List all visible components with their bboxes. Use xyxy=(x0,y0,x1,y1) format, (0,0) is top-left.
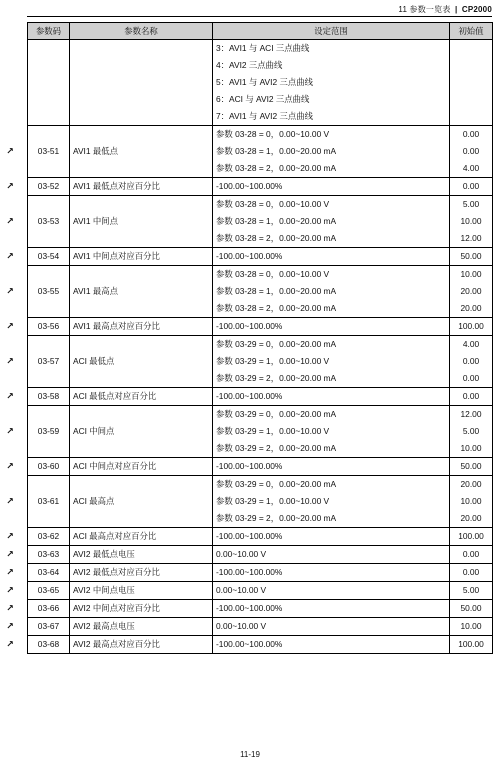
init-line: 5.00 xyxy=(462,426,480,436)
param-code: 03-59 xyxy=(28,406,70,458)
param-code: 03-53 xyxy=(28,196,70,248)
param-name: ACI 最低点对应百分比 xyxy=(70,388,213,406)
init-line: 5.00 xyxy=(462,199,480,209)
param-default xyxy=(450,196,493,248)
param-default xyxy=(450,618,493,636)
modifiable-mark-icon: ↗ xyxy=(6,584,14,595)
range-line: 3：AVI1 与 ACI 三点曲线 xyxy=(216,43,310,53)
range-line: 参数 03-28 = 0，0.00~10.00 V xyxy=(216,129,330,139)
modifiable-mark-icon: ↗ xyxy=(6,250,14,261)
param-name: AVI1 最高点对应百分比 xyxy=(70,318,213,336)
init-line: 0.00 xyxy=(462,146,480,156)
param-default xyxy=(450,406,493,458)
param-default xyxy=(450,266,493,318)
param-code: 03-63 xyxy=(28,546,70,564)
param-name: AVI2 最高点对应百分比 xyxy=(70,636,213,654)
table-row xyxy=(28,564,493,582)
column-header-code: 参数码 xyxy=(28,23,70,40)
range-line: -100.00~100.00% xyxy=(216,603,283,613)
modifiable-mark-icon: ↗ xyxy=(6,180,14,191)
param-default xyxy=(450,336,493,388)
param-code: 03-61 xyxy=(28,476,70,528)
section-title: 11 参数一览表 xyxy=(398,5,451,14)
param-default xyxy=(450,318,493,336)
param-range xyxy=(213,248,450,266)
init-line: 0.00 xyxy=(462,567,480,577)
modifiable-mark-icon: ↗ xyxy=(6,620,14,631)
param-range xyxy=(213,388,450,406)
init-line: 10.00 xyxy=(460,496,482,506)
param-code: 03-52 xyxy=(28,178,70,196)
init-line: 0.00 xyxy=(462,391,480,401)
init-line: 4.00 xyxy=(462,339,480,349)
range-line: 参数 03-28 = 1，0.00~20.00 mA xyxy=(216,146,337,156)
param-code: 03-58 xyxy=(28,388,70,406)
table-row xyxy=(28,546,493,564)
param-name: AVI1 中间点 xyxy=(70,196,213,248)
param-range xyxy=(213,458,450,476)
param-default xyxy=(450,528,493,546)
param-range xyxy=(213,528,450,546)
range-line: 6：ACI 与 AVI2 三点曲线 xyxy=(216,94,310,104)
param-default xyxy=(450,582,493,600)
param-name: ACI 最低点 xyxy=(70,336,213,388)
table-row xyxy=(28,178,493,196)
table-row xyxy=(28,266,493,318)
param-range xyxy=(213,196,450,248)
table-row xyxy=(28,528,493,546)
modifiable-mark-icon: ↗ xyxy=(6,638,14,649)
table-row xyxy=(28,618,493,636)
param-default xyxy=(450,178,493,196)
param-name: AVI2 中间点对应百分比 xyxy=(70,600,213,618)
param-range xyxy=(213,178,450,196)
param-default xyxy=(450,546,493,564)
page-header xyxy=(398,4,492,15)
range-line: -100.00~100.00% xyxy=(216,461,283,471)
range-line: -100.00~100.00% xyxy=(216,639,283,649)
range-line: 参数 03-28 = 1，0.00~20.00 mA xyxy=(216,286,337,296)
table-row xyxy=(28,318,493,336)
param-name: AVI1 中间点对应百分比 xyxy=(70,248,213,266)
init-line: 5.00 xyxy=(462,585,480,595)
init-line: 100.00 xyxy=(458,531,484,541)
init-line: 20.00 xyxy=(460,513,482,523)
param-name: AVI2 最高点电压 xyxy=(70,618,213,636)
param-code: 03-57 xyxy=(28,336,70,388)
header-rule xyxy=(27,16,492,17)
param-default xyxy=(450,636,493,654)
param-default xyxy=(450,564,493,582)
init-line: 0.00 xyxy=(462,129,480,139)
brand-label: CP2000 xyxy=(461,5,492,14)
param-code: 03-62 xyxy=(28,528,70,546)
param-name: AVI2 中间点电压 xyxy=(70,582,213,600)
range-line: -100.00~100.00% xyxy=(216,567,283,577)
continuation-name-cell xyxy=(70,40,213,126)
init-line: 20.00 xyxy=(460,286,482,296)
range-line: 参数 03-29 = 0，0.00~20.00 mA xyxy=(216,409,337,419)
column-header-range: 设定范围 xyxy=(213,23,450,40)
table-row xyxy=(28,600,493,618)
table-body xyxy=(28,40,493,654)
modifiable-mark-icon: ↗ xyxy=(6,320,14,331)
param-default xyxy=(450,600,493,618)
range-line: 参数 03-28 = 0，0.00~10.00 V xyxy=(216,269,330,279)
table-row xyxy=(28,336,493,388)
init-line: 10.00 xyxy=(460,621,482,631)
param-code: 03-54 xyxy=(28,248,70,266)
table-row xyxy=(28,126,493,178)
range-line: 参数 03-28 = 2，0.00~20.00 mA xyxy=(216,233,337,243)
param-range xyxy=(213,126,450,178)
param-name: AVI1 最低点 xyxy=(70,126,213,178)
param-code: 03-51 xyxy=(28,126,70,178)
param-default xyxy=(450,476,493,528)
param-code: 03-65 xyxy=(28,582,70,600)
table-row xyxy=(28,248,493,266)
table-header-row xyxy=(28,23,493,40)
init-line: 50.00 xyxy=(460,603,482,613)
modifiable-mark-icon: ↗ xyxy=(6,530,14,541)
param-range xyxy=(213,476,450,528)
param-code: 03-60 xyxy=(28,458,70,476)
continuation-code-cell xyxy=(28,40,70,126)
param-range xyxy=(213,564,450,582)
range-line: 参数 03-28 = 2，0.00~20.00 mA xyxy=(216,303,337,313)
range-line: 参数 03-28 = 0，0.00~10.00 V xyxy=(216,199,330,209)
param-name: AVI2 最低点对应百分比 xyxy=(70,564,213,582)
param-code: 03-64 xyxy=(28,564,70,582)
column-header-init: 初始值 xyxy=(450,23,493,40)
range-line: 4：AVI2 三点曲线 xyxy=(216,60,283,70)
param-range xyxy=(213,318,450,336)
init-line: 20.00 xyxy=(460,479,482,489)
modifiable-mark-icon: ↗ xyxy=(6,145,14,156)
init-line: 10.00 xyxy=(460,216,482,226)
table-row xyxy=(28,476,493,528)
range-line: 5：AVI1 与 AVI2 三点曲线 xyxy=(216,77,313,87)
range-line: 参数 03-29 = 1，0.00~10.00 V xyxy=(216,496,330,506)
modifiable-mark-icon: ↗ xyxy=(6,425,14,436)
range-line: 参数 03-28 = 2，0.00~20.00 mA xyxy=(216,163,337,173)
table-row xyxy=(28,636,493,654)
init-line: 20.00 xyxy=(460,303,482,313)
param-code: 03-56 xyxy=(28,318,70,336)
init-line: 50.00 xyxy=(460,251,482,261)
continuation-range-cell xyxy=(213,40,450,126)
table-row xyxy=(28,458,493,476)
modifiable-mark-icon: ↗ xyxy=(6,566,14,577)
table-row xyxy=(28,196,493,248)
param-range xyxy=(213,636,450,654)
range-line: 参数 03-29 = 0，0.00~20.00 mA xyxy=(216,339,337,349)
range-line: -100.00~100.00% xyxy=(216,531,283,541)
param-default xyxy=(450,458,493,476)
param-name: AVI1 最低点对应百分比 xyxy=(70,178,213,196)
param-name: AVI1 最高点 xyxy=(70,266,213,318)
param-range xyxy=(213,336,450,388)
param-name: ACI 中间点 xyxy=(70,406,213,458)
range-line: 参数 03-29 = 1，0.00~10.00 V xyxy=(216,426,330,436)
column-header-name: 参数名称 xyxy=(70,23,213,40)
init-line: 10.00 xyxy=(460,269,482,279)
modifiable-mark-icon: ↗ xyxy=(6,495,14,506)
range-line: 参数 03-29 = 2，0.00~20.00 mA xyxy=(216,443,337,453)
range-line: -100.00~100.00% xyxy=(216,251,283,261)
page-number: 11-19 xyxy=(240,750,260,759)
range-line: 0.00~10.00 V xyxy=(216,549,267,559)
param-range xyxy=(213,618,450,636)
param-code: 03-68 xyxy=(28,636,70,654)
param-default xyxy=(450,126,493,178)
init-line: 0.00 xyxy=(462,181,480,191)
init-line: 0.00 xyxy=(462,549,480,559)
header-separator: | xyxy=(454,5,458,14)
table-row xyxy=(28,388,493,406)
modifiable-mark-icon: ↗ xyxy=(6,215,14,226)
range-line: 参数 03-28 = 1，0.00~20.00 mA xyxy=(216,216,337,226)
modifiable-mark-icon: ↗ xyxy=(6,548,14,559)
init-line: 50.00 xyxy=(460,461,482,471)
param-range xyxy=(213,546,450,564)
param-name: AVI2 最低点电压 xyxy=(70,546,213,564)
range-line: -100.00~100.00% xyxy=(216,321,283,331)
param-default xyxy=(450,388,493,406)
param-range xyxy=(213,582,450,600)
param-default xyxy=(450,248,493,266)
modifiable-mark-icon: ↗ xyxy=(6,285,14,296)
init-line: 12.00 xyxy=(460,233,482,243)
table-row xyxy=(28,582,493,600)
range-line: 参数 03-29 = 2，0.00~20.00 mA xyxy=(216,513,337,523)
table-row xyxy=(28,406,493,458)
range-line: 参数 03-29 = 2，0.00~20.00 mA xyxy=(216,373,337,383)
range-line: -100.00~100.00% xyxy=(216,391,283,401)
range-line: 参数 03-29 = 1，0.00~10.00 V xyxy=(216,356,330,366)
range-line: 7：AVI1 与 AVI2 三点曲线 xyxy=(216,111,313,121)
param-code: 03-55 xyxy=(28,266,70,318)
init-line: 100.00 xyxy=(458,321,484,331)
param-code: 03-67 xyxy=(28,618,70,636)
param-range xyxy=(213,600,450,618)
modifiable-mark-icon: ↗ xyxy=(6,390,14,401)
init-line: 10.00 xyxy=(460,443,482,453)
range-line: 0.00~10.00 V xyxy=(216,585,267,595)
param-range xyxy=(213,406,450,458)
continuation-row xyxy=(28,40,493,126)
init-line: 0.00 xyxy=(462,373,480,383)
init-line: 12.00 xyxy=(460,409,482,419)
modifiable-mark-icon: ↗ xyxy=(6,355,14,366)
range-line: -100.00~100.00% xyxy=(216,181,283,191)
param-name: ACI 最高点 xyxy=(70,476,213,528)
parameter-table xyxy=(27,22,493,654)
modifiable-mark-icon: ↗ xyxy=(6,602,14,613)
init-line: 100.00 xyxy=(458,639,484,649)
init-line: 4.00 xyxy=(462,163,480,173)
param-name: ACI 最高点对应百分比 xyxy=(70,528,213,546)
param-range xyxy=(213,266,450,318)
param-name: ACI 中间点对应百分比 xyxy=(70,458,213,476)
range-line: 参数 03-29 = 0，0.00~20.00 mA xyxy=(216,479,337,489)
param-code: 03-66 xyxy=(28,600,70,618)
continuation-init-cell xyxy=(450,40,493,126)
modifiable-mark-icon: ↗ xyxy=(6,460,14,471)
init-line: 0.00 xyxy=(462,356,480,366)
range-line: 0.00~10.00 V xyxy=(216,621,267,631)
